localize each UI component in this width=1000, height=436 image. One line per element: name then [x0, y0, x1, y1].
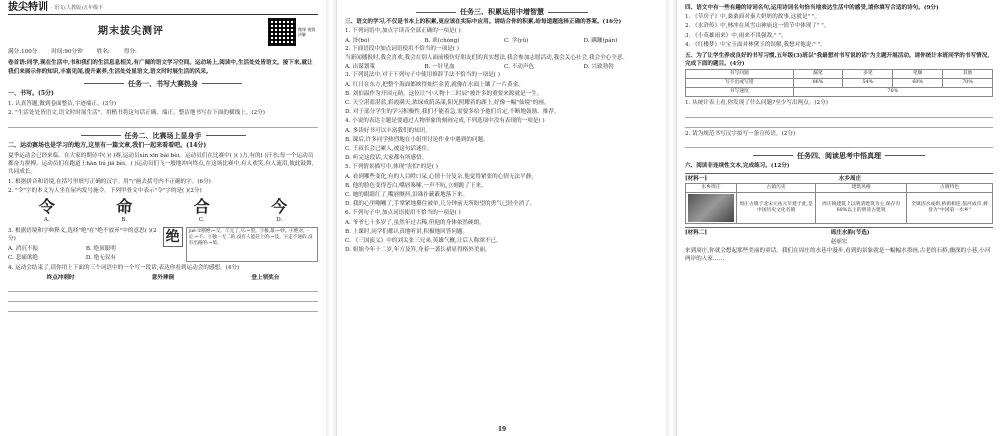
qr-label: 微课 视频 讲解: [298, 27, 316, 38]
task3-intro: 三、语文的学习,不仅是书本上的积累,更应该在实际中应用。请结合你的积累,给每道题选择正确的答案。(16分): [345, 19, 622, 26]
zhouzhuang-photo: [688, 194, 734, 222]
material2-title: 周庄水韵(节选): [830, 230, 870, 237]
t3q4-option-b[interactable]: B. 课后,许多同学热烈地在小组里讨论作业中遇到的问题。: [345, 136, 489, 143]
task2-q3: 3. 根据语境和字典释义,选择"绝"在"绝不放弃"中的意思( )(2分): [8, 228, 157, 243]
t3q3-option-c[interactable]: C. 天空湛蓝湛蓝,彩霞满天,浓绿成荫荡漾,阳光照耀着的湖上,好像一幅"仙境"的画。: [345, 100, 550, 107]
zhouzhuang-table: [685, 183, 993, 224]
score-field[interactable]: 得分:: [123, 49, 137, 56]
zz-cell: 全镇因水成街,桥街相连,依河成市,被誉为"中国第一水乡": [906, 193, 992, 224]
word-choice-1: 终点冲刺时: [46, 275, 75, 282]
q2-options: [345, 63, 659, 71]
t3q4-option-c[interactable]: C. 王叔长会已累人,被这句话迷住。: [345, 146, 433, 153]
qr-code-icon[interactable]: [268, 18, 296, 46]
material2-author: 赵丽宏: [830, 238, 848, 245]
page-number: 19: [497, 425, 507, 433]
word-choices: [8, 274, 318, 282]
t3q1-option-a[interactable]: A. 泽(bó): [345, 37, 370, 44]
task6-question-head: 六、阅读非连续性文本,完成练习。(12分): [685, 163, 790, 170]
oracle-glyph-options: [8, 198, 318, 224]
material1-label: [材料一]: [685, 176, 708, 183]
material1-head: [685, 173, 993, 183]
t3q5-option-c[interactable]: C. 她的眼睛红了,嘴唇颤抖,泪珠扑簌簌地落下来。: [345, 192, 469, 199]
t3q2-option-d[interactable]: D. 兴致勃勃: [583, 64, 614, 71]
brand-header: [8, 4, 318, 15]
task2-q2: 2. "令"字的本义为人坐在屋内发号施令。下列甲骨文中表示"令"字的是( )(2分): [8, 187, 202, 194]
table-row: [686, 79, 993, 88]
task1-title: 任务一、书写大赛热身: [8, 80, 318, 88]
t3q1-option-c[interactable]: C. 学(yǔ): [504, 37, 529, 44]
t3q2-option-c[interactable]: C. 不动声色: [504, 64, 535, 71]
task3-q5: 5. 下列情景描写中,体现"害怕"的是( ): [345, 164, 438, 171]
answer-line[interactable]: [8, 284, 318, 292]
poem-line-3[interactable]: 3. 《小英雄雨来》中,雨来不畏强敌," "。: [685, 32, 787, 39]
writing-line[interactable]: [8, 120, 318, 128]
zz-photo-cell: [686, 193, 737, 224]
zz-cell: 周庄镇建筑上以明清建筑为主,保存有60%以上的明清古建筑: [816, 193, 907, 224]
page-gutter: [666, 0, 676, 436]
t3q6-option-a[interactable]: A. 爷爷七十多岁了,虽然年过古稀,但他的身体依然硬朗。: [345, 219, 485, 226]
dictionary-entry: [8, 227, 318, 262]
task3-q2-text: 当新闻播报时,我会喜欢,我会在别人面前模仿好朋友们的真实想法,我会参加志愿活动,我会关心社会,我会全心全意。: [345, 55, 628, 62]
material2-head: [685, 227, 993, 237]
material1-title: 水乡周庄: [838, 176, 862, 183]
zz-header: 水乡周庄: [686, 184, 737, 193]
task4-question-head: 四、语文中有一些有趣的诗词名句,运用诗词名句恰当地表达生活中的感受,请你填写合适的诗句。(9分): [685, 5, 939, 11]
task3-q1: 1. 下列词语中,加点字读音全部正确的一项是( ): [345, 28, 461, 35]
answer-line[interactable]: [685, 120, 993, 128]
glyph-a-char: 令: [38, 197, 55, 217]
stats-cell: 70%: [943, 79, 993, 88]
exam-intro: 卷首语:同学,现在生活中,书和我们的生活息息相关,有广阔的语文学习空间。运动场上,阅读中,生活处处皆语文。接下来,就让我们来展示你的知识,丰富见闻,提升素养,生活处处显语文,语文时时展生活的风采。: [8, 60, 313, 75]
q3-option-b[interactable]: B. 绝顶聪明: [85, 245, 116, 252]
brand-subject: · 语文(人教版)五年级下: [51, 5, 104, 11]
table-row: [686, 193, 993, 224]
task5-q2: 2. 请为规范书写汉字拟写一条宣传语。(2分): [685, 130, 796, 137]
stats-cell: 86%: [793, 79, 843, 88]
stats-cell: 写不出或写错: [686, 79, 794, 88]
page-right: [676, 0, 1000, 436]
glyph-c-label: C.: [198, 217, 205, 224]
t3q6-option-c[interactable]: C. 《三国演义》中的刘关张三兄弟,英雄气概,让后人称颂不已。: [345, 238, 502, 245]
dict-char: 绝: [163, 227, 183, 247]
material2-text: 来到周庄,你就会想起那些美丽的童话。我们在周庄的水巷中漫步,看到的景象就是一幅幅水墨画,古老的石桥,幽深的小巷,小河两岸的人家……: [685, 247, 991, 263]
poem-line-4[interactable]: 4. 《红楼梦》中宝玉面对林黛玉的误解,我想对他说:" "。: [685, 41, 826, 48]
glyph-option-d[interactable]: [271, 198, 287, 224]
poem-line-2[interactable]: 2. 《水浒传》中,林冲在风雪山神庙这一情节中体现了" "。: [685, 23, 830, 30]
t3q4-option-a[interactable]: A. 多读好书可以丰富我们的知识。: [345, 127, 431, 134]
glyph-a-label: A.: [43, 217, 50, 224]
q3-option-d[interactable]: D. 绝无仅有: [85, 254, 117, 261]
stats-header: 漏笔: [793, 70, 843, 79]
task1-question-head: 一、书写。(5分): [8, 90, 54, 98]
glyph-d-label: D.: [276, 217, 283, 224]
t3q6-option-d[interactable]: D. 姐姐今年十二岁,年方及笄,身着一袭长裙显得格外美丽。: [345, 247, 491, 254]
name-field[interactable]: 姓名:: [96, 49, 110, 56]
t3q1-option-b[interactable]: B. 乖(chóng): [424, 37, 460, 44]
stats-header: 笔顺: [893, 70, 943, 79]
stats-header: 其他: [943, 70, 993, 79]
t3q3-option-b[interactable]: B. 刘伯温作为开国元勋。这位让"小人物十二时辰"被许多的重要来源就是一生。: [345, 90, 543, 97]
exam-meta: [8, 48, 318, 56]
t3q2-option-b[interactable]: B. 一针见血: [424, 64, 455, 71]
answer-line[interactable]: [685, 110, 993, 118]
task2-title: 任务二、比赛场上显身手: [8, 132, 318, 140]
glyph-option-b[interactable]: [116, 198, 132, 224]
task3-q4: 4. 小说的表达主题是要通过人物形象的刻画完成,下列选项中没有表现的一项是( ): [345, 118, 545, 125]
q3-option-c[interactable]: C. 悲痛欲绝: [8, 254, 39, 261]
t3q3-option-d[interactable]: D. 对于部分学生的学习积极性,我们不能着急,需要多给予他们肯定,不断地鼓励、推荐。: [345, 109, 560, 116]
t3q5-option-d[interactable]: D. 我的心里嘣嘣了,手掌紧地攥住被单,几分钟前天所盼望的勇气已经全消了。: [345, 201, 536, 208]
stats-cell: 76%: [793, 88, 992, 97]
task2-q4: 4. 运动会结束了,请你用上下面的三个词语中的一个写一段话,表达你看到运动会的感想。(4分): [8, 265, 240, 272]
q3-option-a[interactable]: A. 消沉不振: [8, 245, 38, 252]
poem-line-1[interactable]: 1. 《草房子》中,桑桑面对秦大奶奶的故事,这就是" "。: [685, 14, 821, 21]
task3-q3: 3. 下列说法中,对于下列句子中使用修辞手法不恰当的一项是( ): [345, 72, 500, 79]
zz-cell: 周庄古镇于北宋元祐元年建于此,是中国历史文化名镇: [737, 193, 816, 224]
glyph-b-char: 命: [116, 197, 133, 217]
task1-item-1: 1. 认真答题,做到卷面整洁,字迹端正。(3分): [8, 101, 117, 108]
stats-header: 书写问题: [686, 70, 794, 79]
t3q2-option-a[interactable]: A. 出谋划策: [345, 64, 375, 71]
glyph-b-label: B.: [121, 217, 128, 224]
page-left: [0, 0, 326, 436]
zz-header: 古镇特色: [906, 184, 992, 193]
answer-line[interactable]: [8, 304, 318, 312]
writing-stats-table: [685, 69, 993, 97]
stats-cell: 书写速度: [686, 88, 794, 97]
q1-options: [345, 37, 659, 45]
task2-passage: 夏季运动会已经来临。在大家的期待中( )( )赛,运动员xìn xīn bǎi bèi。运动员们在比赛中( )( )力,有的( )汗水;每一个运动员都奋力拼搏。运动员们在跑道上hàn liú jiā bèi。( )运动员们飞一般地冲向终点,在这场比赛中,有人欢笑,有人流泪,彼此鼓舞,共同成长。: [8, 153, 314, 176]
t3q6-option-b[interactable]: B. 上课时,同学们都认真地听讲,积极地回答问题。: [345, 228, 469, 235]
zz-header: 古镇历史: [737, 184, 816, 193]
answer-line[interactable]: [8, 294, 318, 302]
t3q5-option-a[interactable]: A. 看到哪些变化,有的人目瞪口呆,心情十分复杂,他觉得紧张的心情无法平静。: [345, 173, 537, 180]
t3q1-option-d[interactable]: D. 蹒跚(pán): [583, 37, 618, 44]
task2-question-head: 二、运动赛场也是学习的地方,这里有一篇文章,我们一起来看看吧。(14分): [8, 141, 207, 149]
task5-question-head: 五、为了让学生养成良好的书写习惯,五年级(3)班以"我最想对书写说的话"为主题开展活动。请你统计本班同学的书写情况,完成下面的题目。(4分): [685, 53, 990, 68]
task2-q1: 1. 根据拼音和语境,在括号里填写正确的汉字。用"\"画去括号内不正确的字。(6分): [8, 178, 211, 185]
exam-title: 期末拔尖测评: [98, 26, 164, 38]
glyph-option-a[interactable]: [39, 198, 55, 224]
page-middle: [336, 0, 667, 436]
task3-q6: 6. 下列句子中,加点词语使用不恰当的一项是( ): [345, 210, 461, 217]
word-choice-2: 意外摔倒: [151, 275, 175, 282]
t3q4-option-d[interactable]: D. 听完这段话,大家都有所感悟。: [345, 155, 428, 162]
task5-q1: 1. 从统计表上看,你发现了什么问题?至少写出两点。(2分): [685, 100, 828, 107]
glyph-option-c[interactable]: [194, 198, 210, 224]
t3q5-option-b[interactable]: B. 他的脸色变得苍白,嘴唇哆嗦,一声不吭,立刻跪了下来。: [345, 182, 487, 189]
task3-title: 任务三、积累运用中增智慧: [345, 8, 659, 16]
brand-logo: 拔尖特训: [8, 2, 48, 13]
task4-title: 任务四、阅读思考中悟真理: [685, 152, 993, 160]
dict-text: jué ①断绝:~交。②完了,尽:~望。③极,最:~妙。④绝对,一定:~不。⑤独一无二的,没有人能赶上的:~技。⑥走不通的,没有出路的:~境。: [186, 227, 318, 262]
t3q3-option-a[interactable]: A. 红日在东方,把整个海面都映得灿烂金黄,就像在水面上镶了一片黄金。: [345, 81, 524, 88]
stats-cell: 54%: [843, 79, 893, 88]
stats-header: 多笔: [843, 70, 893, 79]
full-score: 满分:100分: [8, 49, 38, 56]
glyph-d-char: 今: [271, 197, 288, 217]
q3-options: [8, 245, 160, 262]
word-choice-3: 登上领奖台: [251, 275, 280, 282]
zz-header: 建筑风格: [816, 184, 907, 193]
time-limit: 时间:90分钟: [51, 49, 83, 56]
material2-label: [材料二]: [685, 230, 708, 237]
answer-line[interactable]: [685, 140, 993, 148]
task1-item-2: 2. "生活处处皆语文,语文时时展生活"。用楷书将这句话正确、端正、整洁地书写在下面的横线上。(2分): [8, 110, 265, 117]
stats-cell: 60%: [893, 79, 943, 88]
table-row: [686, 88, 993, 97]
page-gutter: [326, 0, 336, 436]
task3-q2: 2. 下面语段中加点词语使用不恰当的一项是( ): [345, 45, 459, 52]
glyph-c-char: 合: [193, 197, 210, 217]
